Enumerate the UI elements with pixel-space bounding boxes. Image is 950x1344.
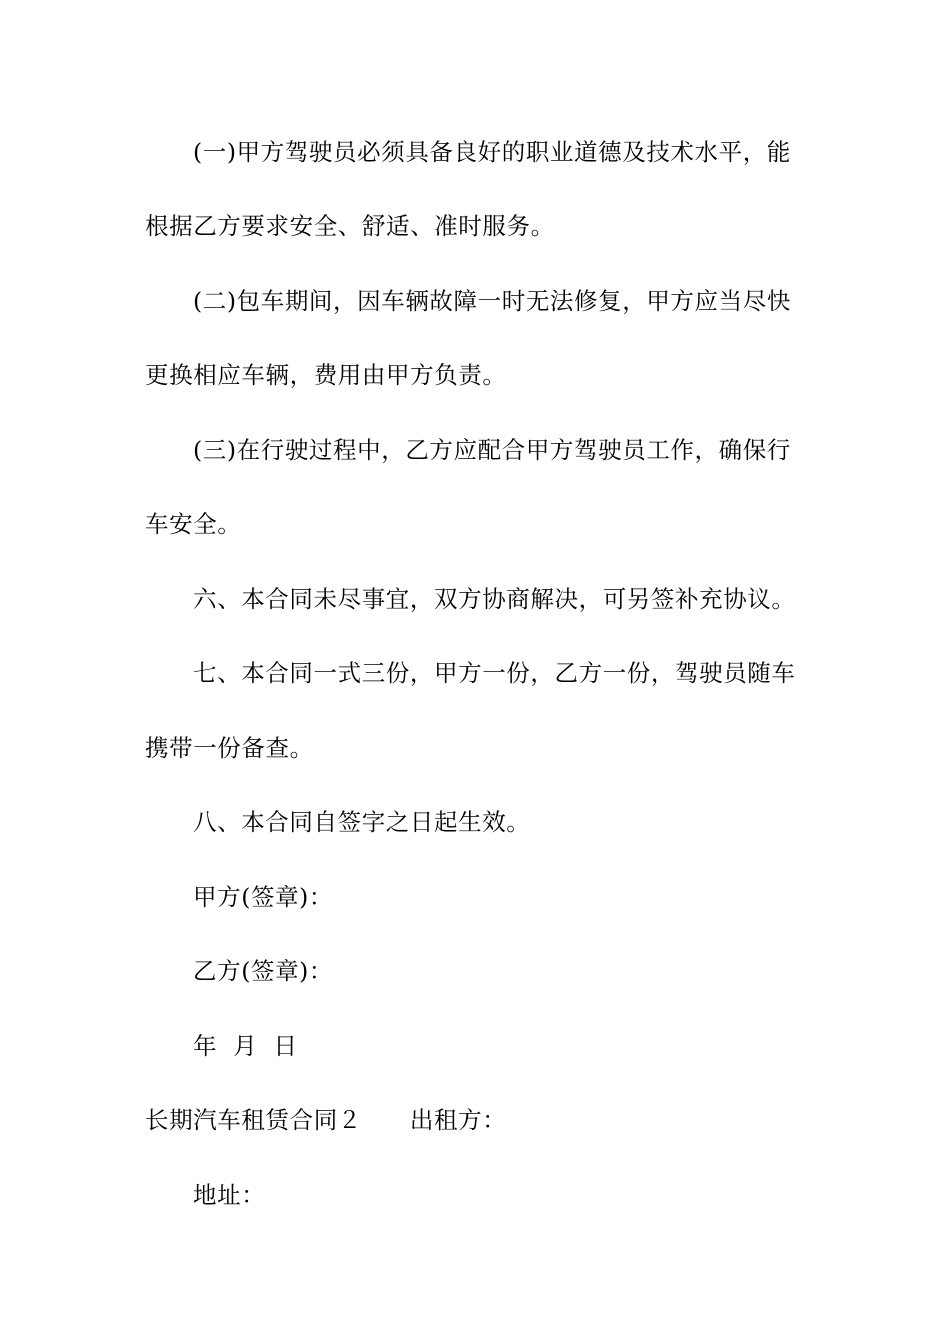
date-line: 年 月 日 <box>193 1032 298 1060</box>
next-contract-title: 长期汽车租赁合同２ <box>145 1106 362 1134</box>
clause-1-line-2: 根据乙方要求安全、舒适、准时服务。 <box>145 212 555 240</box>
clause-2-line-1: (二)包车期间，因车辆故障一时无法修复，甲方应当尽快 <box>193 287 791 315</box>
article-7-line-2: 携带一份备查。 <box>145 734 314 762</box>
lessor-label: 出租方： <box>409 1106 507 1134</box>
party-a-signature: 甲方(签章)： <box>193 883 334 911</box>
article-7-line-1: 七、本合同一式三份，甲方一份，乙方一份，驾驶员随车 <box>193 659 796 687</box>
address-label: 地址： <box>193 1181 266 1209</box>
article-6: 六、本合同未尽事宜，双方协商解决，可另签补充协议。 <box>193 585 796 613</box>
clause-3-line-1: (三)在行驶过程中，乙方应配合甲方驾驶员工作，确保行 <box>193 436 791 464</box>
party-b-signature: 乙方(签章)： <box>193 957 334 985</box>
article-8: 八、本合同自签字之日起生效。 <box>193 808 531 836</box>
clause-3-line-2: 车安全。 <box>145 510 242 538</box>
clause-1-line-1: (一)甲方驾驶员必须具备良好的职业道德及技术水平，能 <box>193 138 791 166</box>
clause-2-line-2: 更换相应车辆，费用由甲方负责。 <box>145 361 507 389</box>
next-contract-heading <box>145 1105 506 1135</box>
